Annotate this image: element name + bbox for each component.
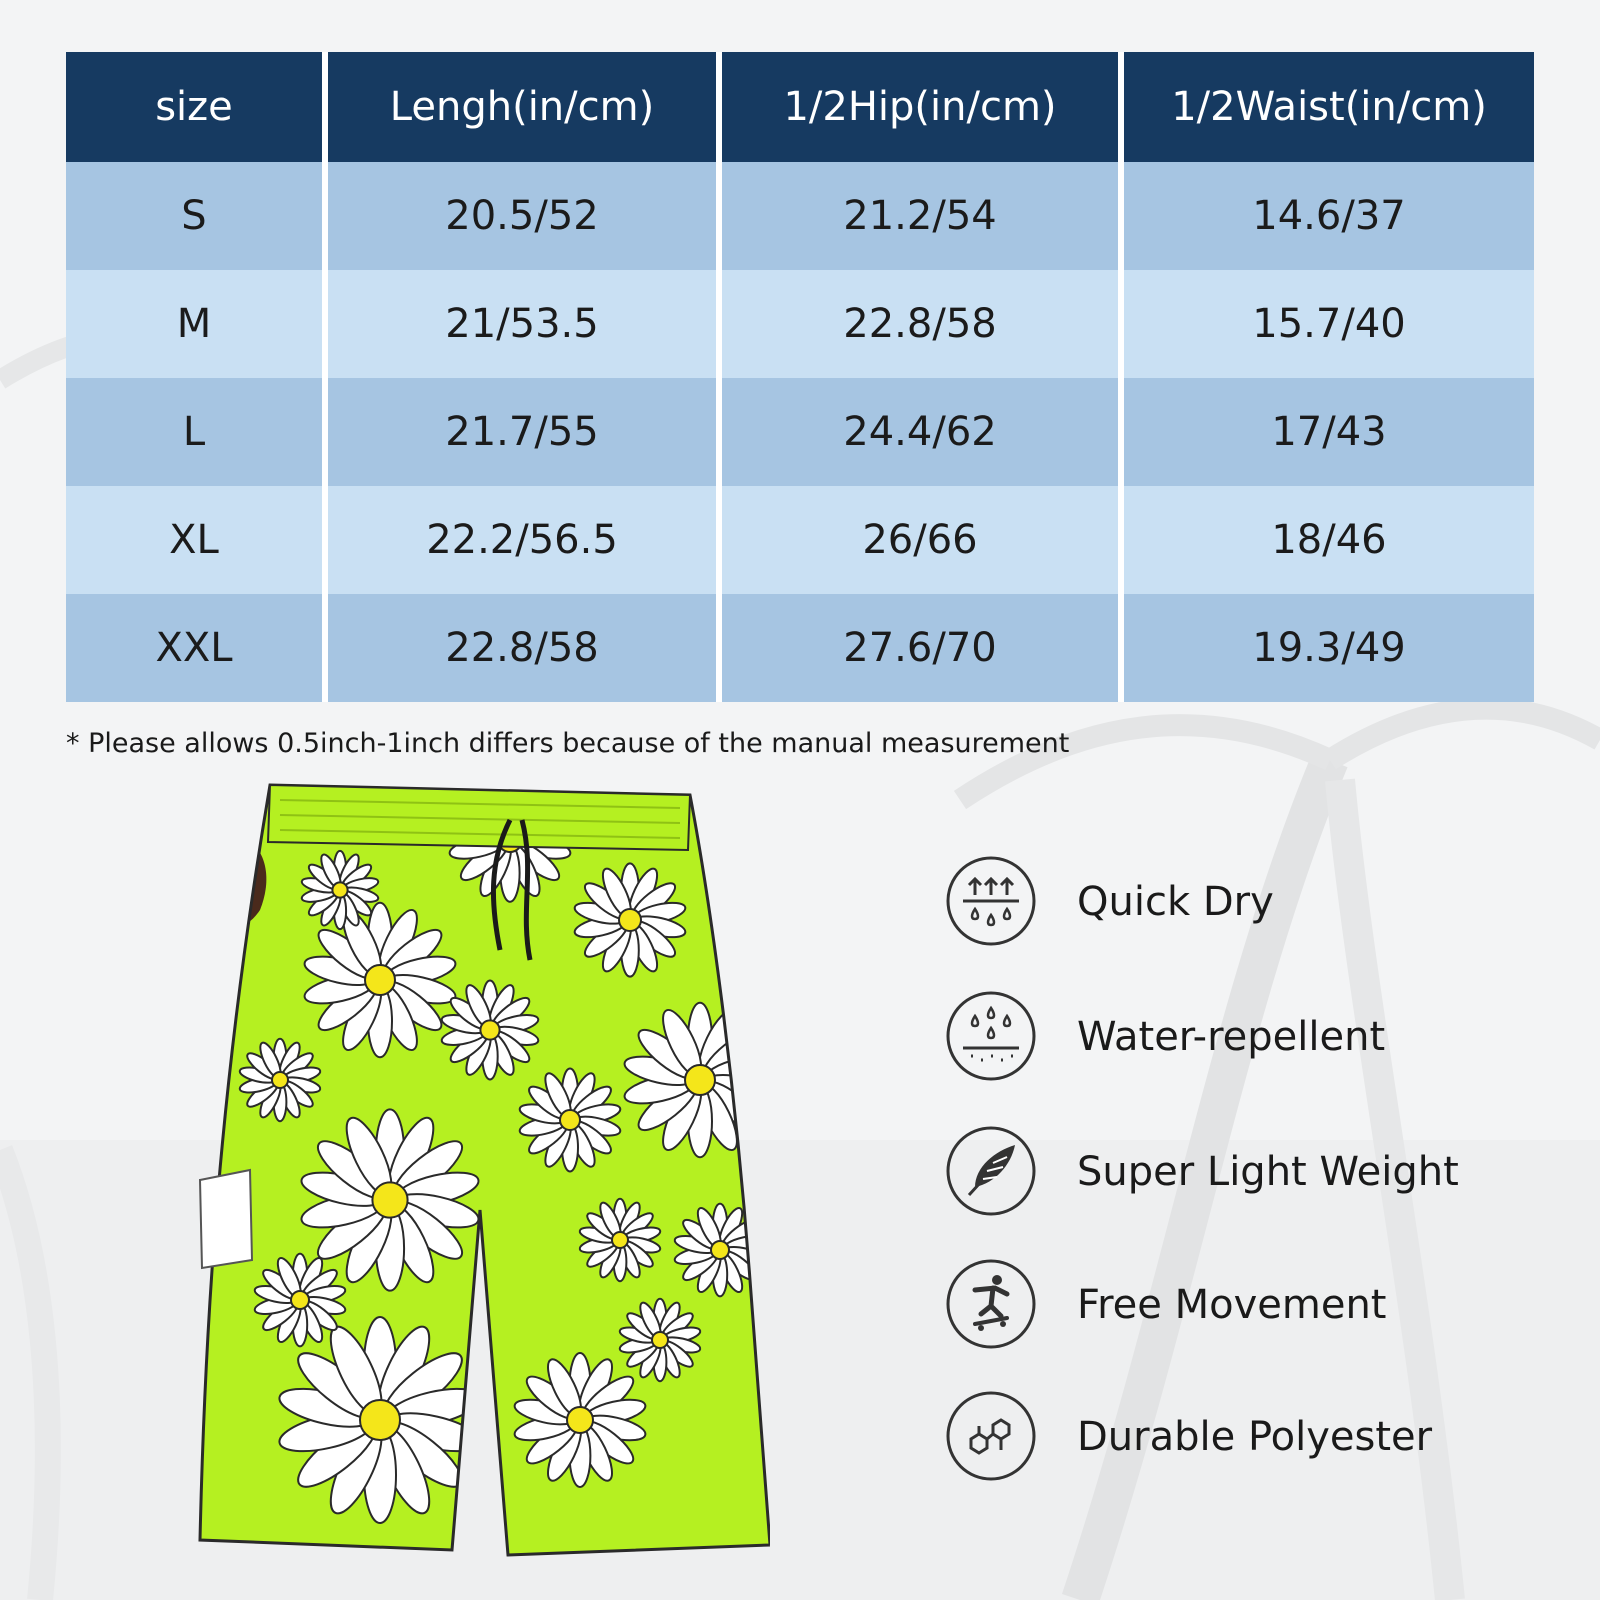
half-hip-cell: 27.6/70 (722, 594, 1124, 702)
header-length: Lengh(in/cm) (328, 52, 722, 162)
table-row (66, 594, 1534, 702)
half-hip-cell: 22.8/58 (722, 270, 1124, 378)
water-repellent-icon (945, 990, 1037, 1082)
feather-icon (945, 1125, 1037, 1217)
table-row (66, 270, 1534, 378)
header-half-waist: 1/2Waist(in/cm) (1124, 52, 1534, 162)
half-waist-cell: 17/43 (1124, 378, 1534, 486)
size-cell: M (66, 270, 328, 378)
length-cell: 21/53.5 (328, 270, 722, 378)
feature-label: Quick Dry (1077, 879, 1274, 925)
feature-quick-dry (945, 855, 1565, 951)
feature-water-repellent (945, 990, 1565, 1086)
feature-label: Super Light Weight (1077, 1149, 1459, 1195)
board-shorts-image (190, 780, 770, 1570)
size-cell: L (66, 378, 328, 486)
length-cell: 21.7/55 (328, 378, 722, 486)
table-row (66, 378, 1534, 486)
size-cell: S (66, 162, 328, 270)
length-cell: 20.5/52 (328, 162, 722, 270)
half-waist-cell: 15.7/40 (1124, 270, 1534, 378)
half-hip-cell: 24.4/62 (722, 378, 1124, 486)
polyester-molecule-icon (945, 1390, 1037, 1482)
size-cell: XL (66, 486, 328, 594)
length-cell: 22.2/56.5 (328, 486, 722, 594)
half-waist-cell: 14.6/37 (1124, 162, 1534, 270)
quick-dry-icon (945, 855, 1037, 947)
feature-label: Water-repellent (1077, 1014, 1386, 1060)
table-row (66, 162, 1534, 270)
length-cell: 22.8/58 (328, 594, 722, 702)
brown-patch (200, 835, 266, 928)
table-row (66, 486, 1534, 594)
half-waist-cell: 19.3/49 (1124, 594, 1534, 702)
half-hip-cell: 21.2/54 (722, 162, 1124, 270)
feature-label: Durable Polyester (1077, 1414, 1433, 1460)
size-chart-table (66, 52, 1534, 702)
feature-label: Free Movement (1077, 1282, 1387, 1328)
half-hip-cell: 26/66 (722, 486, 1124, 594)
measurement-note: * Please allows 0.5inch-1inch differs because of the manual measurement (66, 728, 1070, 759)
skateboarder-icon (945, 1258, 1037, 1350)
feature-free-movement (945, 1258, 1565, 1354)
half-waist-cell: 18/46 (1124, 486, 1534, 594)
feature-super-light-weight (945, 1125, 1565, 1221)
feature-durable-polyester (945, 1390, 1565, 1486)
size-chart-header-row (66, 52, 1534, 162)
header-size: size (66, 52, 328, 162)
size-cell: XXL (66, 594, 328, 702)
header-half-hip: 1/2Hip(in/cm) (722, 52, 1124, 162)
